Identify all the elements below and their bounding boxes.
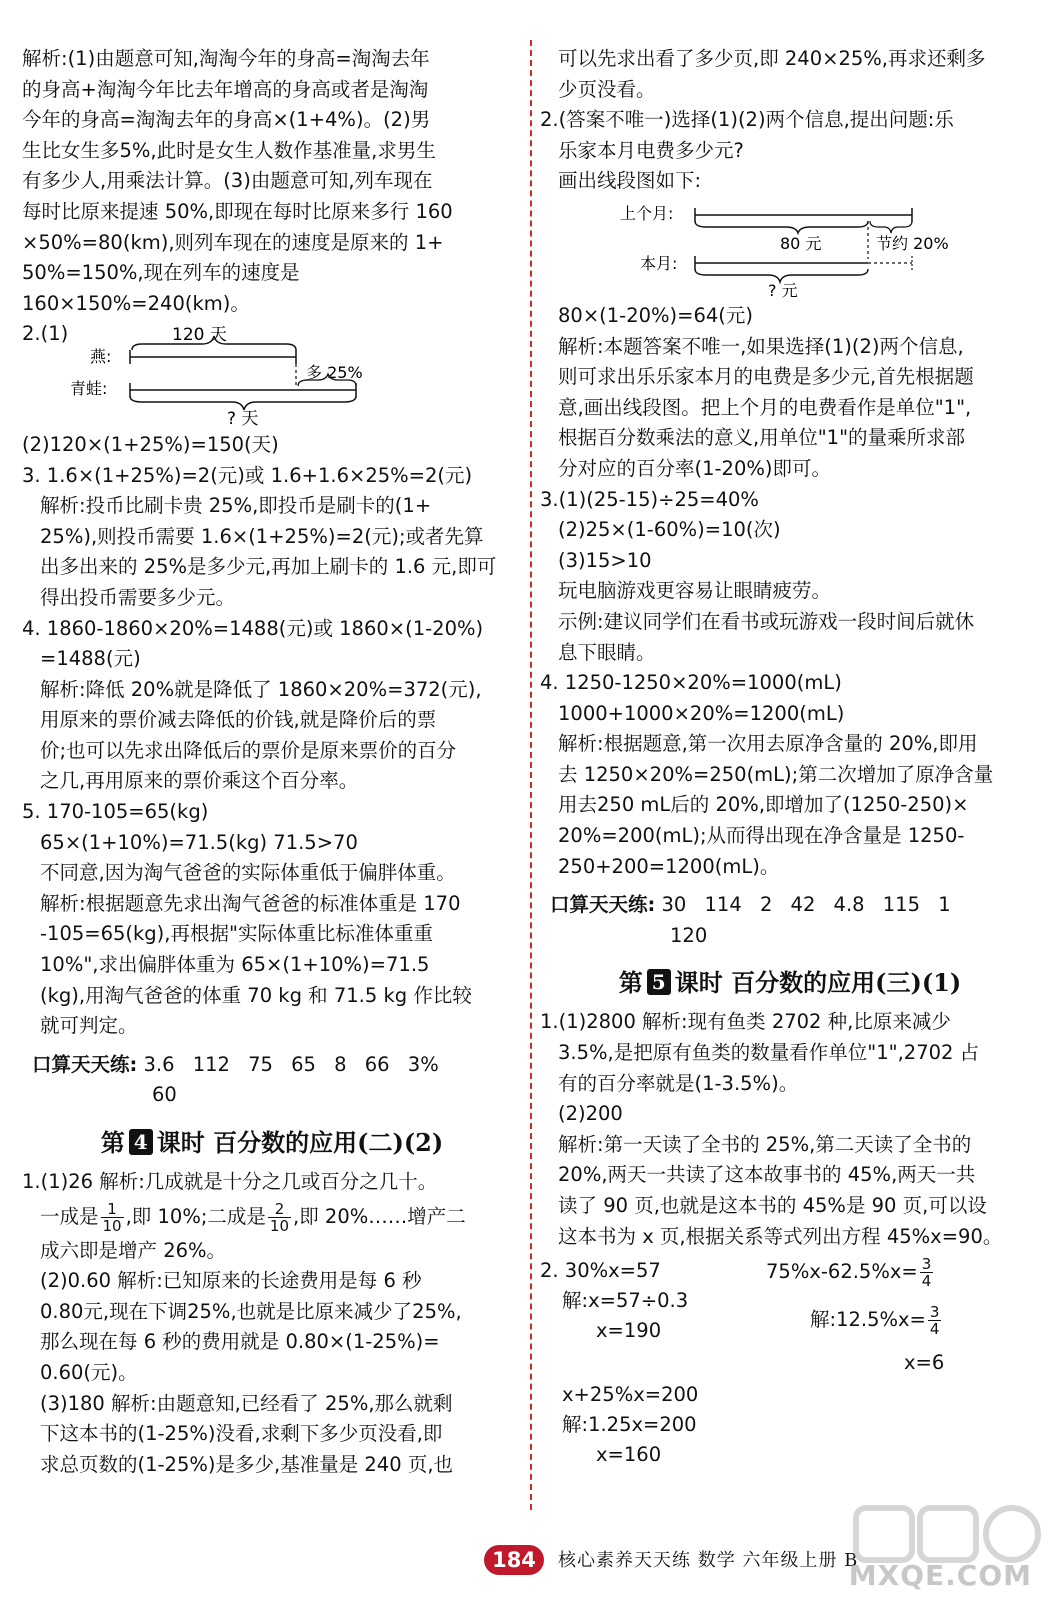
lesson-5-question-1 bbox=[540, 1007, 1040, 1252]
segment-diagram-swallow-frog bbox=[22, 322, 522, 429]
text-line: 玩电脑游戏更容易让眼睛疲劳。 bbox=[558, 579, 832, 603]
question-4 bbox=[22, 614, 522, 798]
text-line: 乐家本月电费多少元? bbox=[558, 138, 744, 162]
text-line: 用去250 mL后的 20%,即增加了(1250-250)× bbox=[558, 793, 969, 817]
oral-practice-values-2: 60 bbox=[152, 1083, 177, 1107]
text-fragment: 解:12.5%x= bbox=[810, 1308, 926, 1332]
text-line: -105=65(kg),再根据"实际体重比标准体重重 bbox=[40, 922, 433, 946]
text-line: 出多出来的 25%是多少元,再加上刷卡的 1.6 元,即可 bbox=[40, 555, 497, 579]
text-line: 生比女生多5%,此时是女生人数作基准量,求男生 bbox=[22, 138, 436, 162]
lesson-4-question-1 bbox=[22, 1167, 522, 1480]
equation-b-line1 bbox=[766, 1252, 935, 1292]
answer-line: 不同意,因为淘气爸爸的实际体重低于偏胖体重。 bbox=[40, 861, 456, 885]
fraction-three-quarters bbox=[920, 1256, 934, 1289]
lesson-number-badge: 5 bbox=[647, 969, 671, 995]
text-line: 有多少人,用乘法计算。(3)由题意可知,列车现在 bbox=[22, 169, 433, 193]
text-line: 意,画出线段图。把上个月的电费看作是单位"1", bbox=[558, 395, 972, 419]
oral-practice bbox=[540, 890, 1040, 951]
diagram-bottom-label: ? 元 bbox=[768, 280, 798, 300]
answer-line: 3. 1.6×(1+25%)=2(元)或 1.6+1.6×25%=2(元) bbox=[22, 463, 473, 487]
segment-diagram-svg bbox=[22, 322, 442, 429]
lesson-4-heading bbox=[22, 1125, 522, 1161]
oral-practice-values: 30 114 2 42 4.8 115 1 bbox=[661, 893, 951, 917]
text-line: 解析:本题答案不唯一,如果选择(1)(2)两个信息, bbox=[558, 334, 964, 358]
answer-line: 65×(1+10%)=71.5(kg) 71.5>70 bbox=[40, 830, 358, 854]
text-line: 20%=200(mL);从而得出现在净含量是 1250- bbox=[558, 824, 965, 848]
denominator: 4 bbox=[929, 1320, 940, 1339]
text-line: 可以先求出看了多少页,即 240×25%,再求还剩多 bbox=[558, 47, 986, 70]
text-line: 去 1250×20%=250(mL);第二次增加了原净含量 bbox=[558, 762, 994, 786]
segment-diagram-electricity bbox=[540, 199, 1040, 300]
text-line: 读了 90 页,也就是这本书的 45%是 90 页,可以设 bbox=[558, 1194, 987, 1217]
bottom-brace bbox=[130, 396, 356, 410]
text-line: 则可求出乐乐家本月的电费是多少元,首先根据题 bbox=[558, 365, 974, 389]
text-line: 根据百分数乘法的意义,用单位"1"的量乘所求部 bbox=[558, 426, 966, 450]
text-line: 有的百分率就是(1-3.5%)。 bbox=[558, 1071, 799, 1095]
heading-suffix: 课时 百分数的应用(三)(1) bbox=[674, 968, 962, 998]
text-line: 那么现在每 6 秒的费用就是 0.80×(1-25%)= bbox=[40, 1330, 440, 1354]
page-number-badge: 184 bbox=[484, 1545, 544, 1575]
text-line: 这本书为 x 页,根据关系等式列出方程 45%x=90。 bbox=[558, 1224, 1003, 1248]
left-column bbox=[22, 44, 522, 1480]
answer-line: 4. 1250-1250×20%=1000(mL) bbox=[540, 671, 842, 695]
text-line: 解析:根据题意先求出淘气爸爸的标准体重是 170 bbox=[40, 891, 461, 915]
oral-practice-label: 口算天天练: bbox=[550, 893, 656, 917]
text-line: 解析:投币比刷卡贵 25%,即投币是刷卡的(1+ bbox=[40, 494, 432, 518]
answer-line: (2)200 bbox=[558, 1102, 623, 1126]
answer-line: (3)15>10 bbox=[558, 548, 652, 572]
diagram-row2-label: 青蛙: bbox=[70, 378, 108, 398]
oral-practice bbox=[22, 1050, 522, 1111]
diagram-bottom-label: ? 天 bbox=[227, 408, 259, 429]
equation-b-line3: x=6 bbox=[904, 1351, 945, 1375]
lesson-5-heading bbox=[540, 965, 1040, 1001]
column-divider bbox=[530, 40, 532, 1510]
answer-line: 1.(1)26 解析:几成就是十分之几或百分之几十。 bbox=[22, 1170, 438, 1193]
text-line: 0.80元,现在下调25%,也就是比原来减少了25%, bbox=[40, 1299, 462, 1323]
question-label: 2.(1) bbox=[22, 322, 69, 346]
text-line: 3.5%,是把原有鱼类的数量看作单位"1",2702 占 bbox=[558, 1041, 980, 1065]
denominator: 10 bbox=[102, 1216, 122, 1235]
text-line: ×50%=80(km),则列车现在的速度是原来的 1+ bbox=[22, 230, 444, 254]
analysis-paragraph-1 bbox=[22, 44, 522, 319]
text-line: 画出线段图如下: bbox=[558, 169, 702, 193]
text-line: 今年的身高=淘淘去年的身高×(1+4%)。(2)男 bbox=[22, 108, 431, 132]
equation-c-line1: x+25%x=200 bbox=[562, 1383, 699, 1407]
heading-prefix: 第 bbox=[618, 968, 643, 998]
answer-line: 4. 1860-1860×20%=1488(元)或 1860×(1-20%) bbox=[22, 616, 484, 640]
text-fragment: ,即 20%……增产二 bbox=[293, 1204, 466, 1228]
fraction-three-quarters bbox=[928, 1304, 942, 1337]
oral-practice-values: 3.6 112 75 65 8 66 3% bbox=[143, 1052, 439, 1076]
text-line: 的身高+淘淘今年比去年增高的身高或者是淘淘 bbox=[22, 77, 429, 101]
text-line: 2.(答案不唯一)选择(1)(2)两个信息,提出问题:乐 bbox=[540, 108, 954, 132]
text-line: 下这本书的(1-25%)没看,求剩下多少页没看,即 bbox=[40, 1422, 443, 1446]
answer-line: 1.(1)2800 解析:现有鱼类 2702 种,比原来减少 bbox=[540, 1010, 951, 1034]
watermark bbox=[836, 1500, 1046, 1596]
fraction-one-tenth bbox=[101, 1201, 124, 1234]
text-line: 解析:根据题意,第一次用去原净含量的 20%,即用 bbox=[558, 732, 978, 756]
text-line: 求总页数的(1-25%)是多少,基准量是 240 页,也 bbox=[40, 1452, 454, 1476]
text-line: 20%,两天一共读了这本故事书的 45%,两天一共 bbox=[558, 1163, 976, 1187]
answer-line: 1000+1000×20%=1200(mL) bbox=[558, 701, 845, 725]
right-column bbox=[540, 44, 1040, 1502]
text-line: 解析:降低 20%就是降低了 1860×20%=372(元), bbox=[40, 677, 482, 701]
diagram-mid-label: 80 元 bbox=[780, 233, 822, 253]
diagram-row1-label: 燕: bbox=[90, 346, 112, 366]
equation-a-line1: 2. 30%x=57 bbox=[540, 1259, 661, 1283]
segment-diagram-svg bbox=[540, 199, 1000, 300]
answer-line: 3.(1)(25-15)÷25=40% bbox=[540, 487, 759, 511]
diagram-row2-label: 本月: bbox=[640, 253, 678, 273]
text-fragment: 75%x-62.5%x= bbox=[766, 1260, 918, 1284]
text-line: 价;也可以先求出降低后的票价是原来票价的百分 bbox=[40, 738, 457, 762]
text-line: 就可判定。 bbox=[40, 1014, 138, 1038]
text-line: 每时比原来提速 50%,即现在每时比原来多行 160 bbox=[22, 199, 453, 223]
brace-80 bbox=[695, 221, 868, 233]
numerator: 2 bbox=[274, 1199, 285, 1218]
equation-b-line2 bbox=[810, 1300, 943, 1340]
answer-line: 80×(1-20%)=64(元) bbox=[558, 303, 754, 327]
text-fragment: ,即 10%;二成是 bbox=[125, 1204, 266, 1228]
answer-line: 5. 170-105=65(kg) bbox=[22, 800, 209, 824]
text-line: 少页没看。 bbox=[558, 77, 656, 101]
text-line: 10%",求出偏胖体重为 65×(1+10%)=71.5 bbox=[40, 953, 430, 977]
lesson-5-question-2-equations bbox=[540, 1252, 1040, 1502]
numerator: 3 bbox=[921, 1255, 932, 1274]
text-line: 25%),则投币需要 1.6×(1+25%)=2(元);或者先算 bbox=[40, 524, 484, 548]
right-question-3 bbox=[540, 485, 1040, 669]
text-line: 用原来的票价减去降低的价钱,就是降价后的票 bbox=[40, 708, 437, 732]
oral-practice-label: 口算天天练: bbox=[32, 1052, 138, 1076]
question-2 bbox=[22, 319, 522, 460]
denominator: 4 bbox=[921, 1272, 932, 1291]
lesson-number-badge: 4 bbox=[129, 1129, 153, 1155]
diagram-more-label: 多 25% bbox=[306, 362, 363, 382]
text-line: 息下眼睛。 bbox=[558, 640, 656, 664]
book-title: 核心素养天天练 数学 六年级上册 B bbox=[558, 1550, 859, 1571]
equation-a-line3: x=190 bbox=[596, 1319, 662, 1343]
text-line: 250+200=1200(mL)。 bbox=[558, 854, 780, 878]
fraction-line bbox=[22, 1198, 522, 1236]
question-5 bbox=[22, 797, 522, 1042]
numerator: 3 bbox=[929, 1303, 940, 1322]
text-line: 解析:第一天读了全书的 25%,第二天读了全书的 bbox=[558, 1132, 972, 1156]
equation-a-line2: 解:x=57÷0.3 bbox=[562, 1289, 689, 1313]
text-line: 50%=150%,现在列车的速度是 160×150%=240(km)。 bbox=[22, 261, 300, 315]
question-3 bbox=[22, 461, 522, 614]
text-line: (3)180 解析:由题意知,已经看了 25%,那么就剩 bbox=[40, 1391, 453, 1415]
watermark-text: MXQE.COM bbox=[848, 1559, 1032, 1592]
diagram-top-label: 120 天 bbox=[172, 324, 227, 345]
text-line: 示例:建议同学们在看书或玩游戏一段时间后就休 bbox=[558, 609, 975, 633]
text-line: (2)0.60 解析:已知原来的长途费用是每 6 秒 bbox=[40, 1269, 422, 1293]
equation-c-line3: x=160 bbox=[596, 1443, 662, 1467]
denominator: 10 bbox=[269, 1216, 290, 1235]
diagram-save-label: 节约 20% bbox=[876, 233, 949, 253]
numerator: 1 bbox=[107, 1199, 117, 1218]
heading-suffix: 课时 百分数的应用(二)(2) bbox=[156, 1128, 444, 1157]
text-line: 解析:(1)由题意可知,淘淘今年的身高=淘淘去年 bbox=[22, 47, 430, 70]
equation-c-line2: 解:1.25x=200 bbox=[562, 1413, 697, 1437]
diagram-row1-label: 上个月: bbox=[620, 203, 674, 223]
text-line: 0.60(元)。 bbox=[40, 1360, 138, 1384]
right-question-4 bbox=[540, 668, 1040, 882]
text-line: (kg),用淘气爸爸的体重 70 kg 和 71.5 kg 作比较 bbox=[40, 983, 472, 1007]
right-question-2 bbox=[540, 105, 1040, 484]
fraction-two-tenths bbox=[268, 1201, 291, 1234]
text-line: 得出投币需要多少元。 bbox=[40, 585, 236, 609]
heading-prefix: 第 bbox=[100, 1128, 125, 1157]
answer-line: =1488(元) bbox=[40, 647, 141, 671]
text-fragment: 一成是 bbox=[40, 1204, 99, 1228]
oral-practice-values-2: 120 bbox=[670, 923, 708, 947]
text-line: 之几,再用原来的票价乘这个百分率。 bbox=[40, 769, 359, 793]
answer-line: (2)25×(1-60%)=10(次) bbox=[558, 518, 781, 542]
brace-save bbox=[870, 221, 912, 233]
text-line: 成六即是增产 26%。 bbox=[40, 1238, 227, 1262]
question-2-answer: (2)120×(1+25%)=150(天) bbox=[22, 432, 279, 456]
text-line: 分对应的百分率(1-20%)即可。 bbox=[558, 456, 832, 480]
